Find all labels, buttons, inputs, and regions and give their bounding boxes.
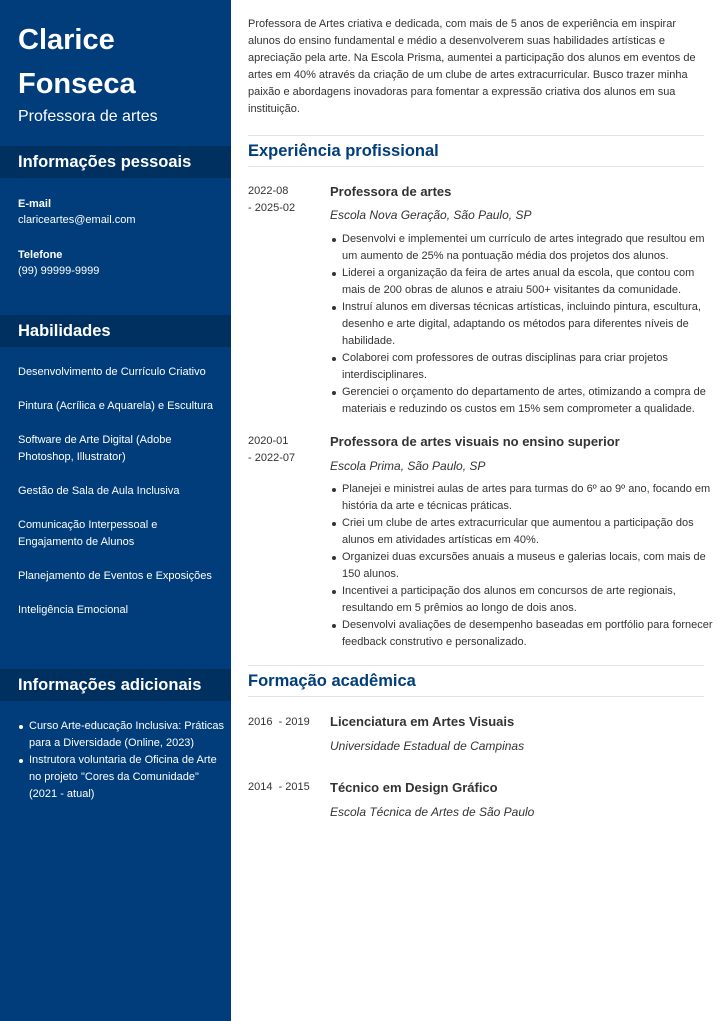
education-school: Escola Técnica de Artes de São Paulo [330,805,535,819]
skill-item: Desenvolvimento de Currículo Criativo [18,366,206,378]
experience-title: Experiência profissional [248,142,439,160]
skill-item: Planejamento de Eventos e Exposições [18,570,212,582]
job-end-date: - 2022-07 [248,452,296,464]
skills-title: Habilidades [18,322,111,340]
phone-label: Telefone [18,249,63,261]
education-degree: Técnico em Design Gráfico [330,780,498,795]
job-start-date: 2020-01 [248,435,289,447]
personal-info-title: Informações pessoais [18,153,192,171]
additional-item: Instrutora voluntaria de Oficina de Arte no projeto "Cores da Comunidade" (2021 - atual) [29,752,229,803]
personal-info-header [0,146,231,178]
job-bullet: Liderei a organização da feira de artes anual da escola, que contou com mais de 200 obras de alunos e atraiu 500+ visitantes da comunidade. [342,265,716,299]
skill-item: Gestão de Sala de Aula Inclusiva [18,485,180,497]
job-bullet: Organizei duas excursões anuais a museus e galerias locais, com mais de 150 alunos. [342,549,716,583]
education-degree: Licenciatura em Artes Visuais [330,714,515,729]
sidebar [0,0,231,1021]
phone-value: (99) 99999-9999 [18,265,100,277]
person-name: Clarice Fonseca [18,24,136,100]
additional-info-list [18,718,229,803]
person-role: Professora de artes [18,108,158,125]
job-bullet: Gerenciei o orçamento do departamento de artes, otimizando a compra de materiais e reduzindo os custos em 15% sem comprometer a qualidade. [342,384,716,418]
skill-item: Pintura (Acrílica e Aquarela) e Escultura [18,400,214,412]
job-bullets [330,481,716,651]
job-bullet: Colaborei com professores de outras disciplinas para criar projetos interdisciplinares. [342,350,716,384]
job-bullet: Instruí alunos em diversas técnicas artísticas, incluindo pintura, escultura, desenho e arte digital, adaptando os métodos para diferentes níveis de habilidade. [342,299,716,350]
skills-header [0,315,231,347]
experience-header [248,135,704,167]
education-dates: 2014 - 2015 [248,781,310,793]
skills-list [18,364,218,636]
email-label: E-mail [18,198,52,210]
job-bullet: Desenvolvi e implementei um currículo de artes integrado que resultou em um aumento de 25% na pontuação média dos projetos dos alunos. [342,231,716,265]
job-title: Professora de artes visuais no ensino superior [330,434,620,449]
job-end-date: - 2025-02 [248,202,296,214]
job-bullet: Planejei e ministrei aulas de artes para turmas do 6º ao 9º ano, focando em história da arte e técnicas práticas. [342,481,716,515]
email-value: clariceartes@email.com [18,214,136,226]
job-title: Professora de artes [330,184,452,199]
job-organization: Escola Prima, São Paulo, SP [330,459,486,473]
job-start-date: 2022-08 [248,185,289,197]
job-organization: Escola Nova Geração, São Paulo, SP [330,208,532,222]
education-title: Formação acadêmica [248,672,416,690]
job-bullet: Criei um clube de artes extracurricular que aumentou a participação dos alunos em atividades artísticas em 40%. [342,515,716,549]
job-dates [248,183,318,217]
job-dates [248,433,318,467]
education-school: Universidade Estadual de Campinas [330,739,525,753]
skill-item: Software de Arte Digital (Adobe Photoshop, Illustrator) [18,434,172,463]
additional-info-header [0,669,231,701]
skill-item: Inteligência Emocional [18,604,129,616]
additional-item: Curso Arte-educação Inclusiva: Práticas para a Diversidade (Online, 2023) [29,718,229,752]
education-header [248,665,704,697]
job-bullets [330,231,716,418]
professional-summary: Professora de Artes criativa e dedicada, com mais de 5 anos de experiência em inspirar alunos do ensino fundamental e médio a desenvolverem suas habilidades artísticas e apreciação pela arte. Na Escola Prisma, aumentei a participação dos alunos em eventos de artes em 40% através da criação de um clube de artes extracurricular. Busco trazer minha paixão e abordagens inovadoras para fomentar a expressão criativa dos alunos em sua instituição. [248,18,696,115]
skill-item: Comunicação Interpessoal e Engajamento de Alunos [18,519,158,548]
job-bullet: Desenvolvi avaliações de desempenho baseadas em portfólio para fornecer feedback construtivo e personalizado. [342,617,716,651]
job-bullet: Incentivei a participação dos alunos em concursos de arte regionais, resultando em 5 prêmios ao longo de dois anos. [342,583,716,617]
education-dates: 2016 - 2019 [248,716,310,728]
additional-info-title: Informações adicionais [18,676,202,694]
